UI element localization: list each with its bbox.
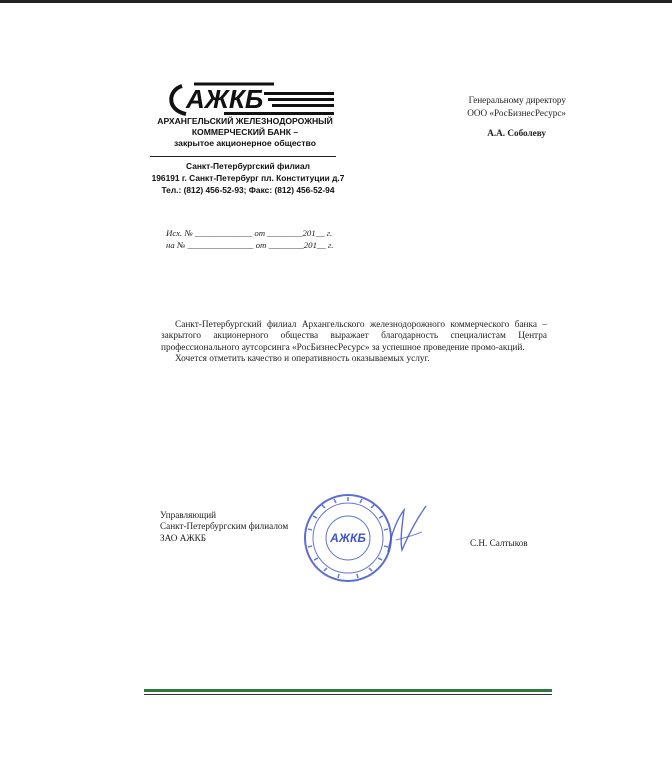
- addressee-name: А.А. Соболеву: [487, 128, 546, 138]
- branch-name: Санкт-Петербургский филиал: [186, 161, 310, 171]
- addressee-title: Генеральному директору: [468, 95, 566, 105]
- bank-seal-stamp: [302, 492, 394, 584]
- logo-text: АЖКБ: [186, 84, 264, 114]
- signatory-role-line-3: ЗАО АЖКБ: [160, 532, 206, 543]
- bank-logo: [164, 80, 354, 120]
- body-paragraph-1: Санкт-Петербургский филиал Архангельского железнодорожного коммерческого банка – закрытого акционерного общества выражает благодарность специалистам Центра профессионального аутсорсинга «РосБизнесРесурс» за успешное проведение промо-акций.: [161, 320, 547, 353]
- signatory-role-line-2: Санкт-Петербургским филиалом: [160, 521, 289, 532]
- handwritten-signature: [382, 500, 434, 560]
- top-border: [0, 0, 672, 3]
- addressee-block: [420, 94, 566, 120]
- branch-address: 196191 г. Санкт-Петербург пл. Конституции д.7: [151, 173, 345, 183]
- bank-name-line-2: КОММЕРЧЕСКИЙ БАНК –: [191, 127, 299, 137]
- letterhead-divider: [150, 156, 336, 157]
- footer-green-rule: [144, 689, 552, 692]
- bank-name-line-3: закрытое акционерное общество: [174, 138, 316, 148]
- body-paragraph-2: Хочется отметить качество и оперативность оказываемых услуг.: [175, 353, 430, 364]
- letter-body: [161, 320, 547, 365]
- logo-graphic: [164, 80, 354, 120]
- bank-name-line-1: АРХАНГЕЛЬСКИЙ ЖЕЛЕЗНОДОРОЖНЫЙ: [157, 116, 333, 126]
- bank-name: [140, 116, 350, 149]
- branch-info: [128, 160, 368, 196]
- signatory-name: С.Н. Салтыков: [470, 538, 528, 548]
- footer-dark-rule: [144, 694, 552, 695]
- outgoing-reference: Исх. № _____________ от ________201__ г.: [166, 228, 333, 238]
- incoming-reference: на № _______________ от ________201__ г.: [166, 240, 334, 250]
- stamp-graphic: [302, 492, 394, 584]
- addressee-company: ООО «РосБизнесРесурс»: [467, 108, 566, 118]
- stamp-text: АЖКБ: [330, 531, 366, 545]
- signatory-role-line-1: Управляющий: [160, 510, 217, 520]
- branch-phones: Тел.: (812) 456-52-93; Факс: (812) 456-52-94: [161, 185, 335, 195]
